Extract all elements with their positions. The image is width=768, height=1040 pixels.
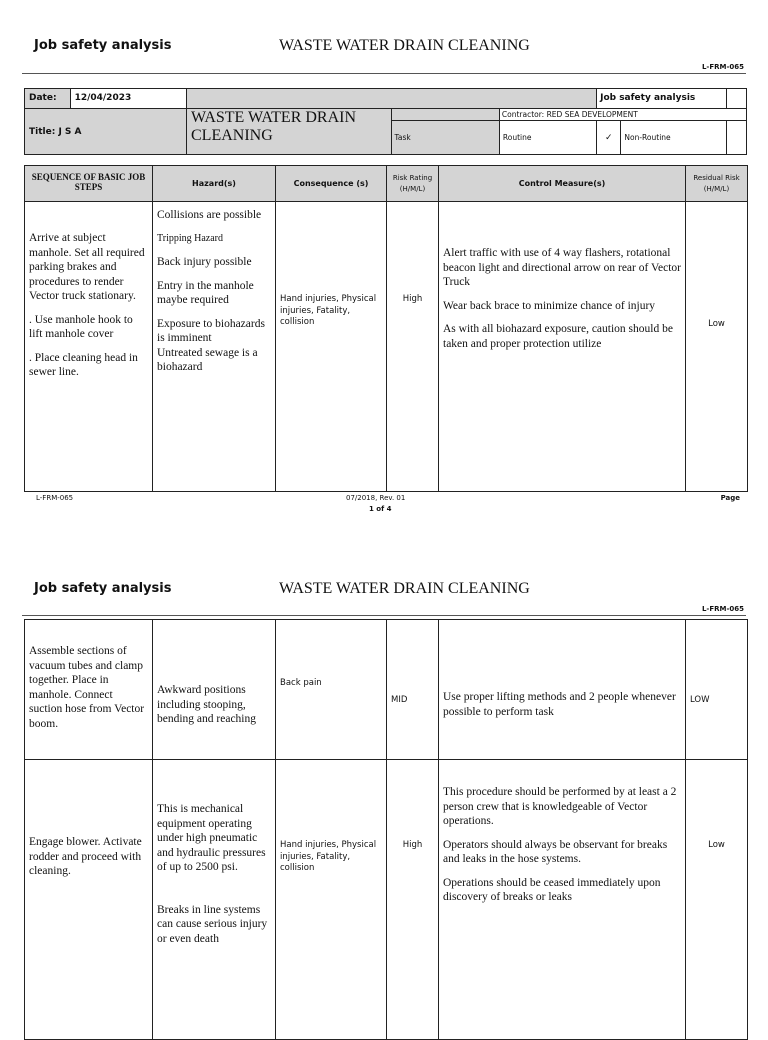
step-text: . Place cleaning head in sewer line. — [29, 351, 138, 378]
step-text: Engage blower. Activate rodder and proceed with cleaning. — [25, 760, 153, 1040]
risk-rating: MID — [387, 620, 439, 760]
consequence-text: Hand injuries, Physical injuries, Fatality, collision — [276, 202, 387, 492]
step-text: Assemble sections of vacuum tubes and clamp together. Place in manhole. Connect suction hose from Vector boom. — [25, 620, 153, 760]
title-value: WASTE WATER DRAIN CLEANING — [187, 109, 392, 155]
jsa-table-page2 — [24, 619, 748, 1040]
control-text: This procedure should be performed by at least a 2 person crew that is knowledgeable of Vector operations. — [443, 786, 677, 827]
info-table — [24, 88, 747, 155]
header-title-center: WASTE WATER DRAIN CLEANING — [279, 580, 530, 597]
table-row — [25, 202, 748, 492]
blank-cell — [187, 89, 597, 109]
hazard-text: Tripping Hazard — [157, 232, 224, 244]
residual-risk: Low — [686, 760, 748, 1040]
risk-rating: High — [387, 202, 439, 492]
hazard-text: Collisions are possible — [157, 209, 262, 221]
residual-risk: LOW — [686, 620, 748, 760]
footer-page-number: 1 of 4 — [369, 505, 392, 513]
consequence-text: Hand injuries, Physical injuries, Fatality, collision — [276, 760, 387, 1040]
jsa-table-page1 — [24, 165, 748, 492]
non-routine-checkbox[interactable] — [726, 121, 746, 155]
control-text: Operators should always be observant for breaks and leaks in the hose systems. — [443, 838, 668, 865]
title-label: Title: J S A — [25, 109, 187, 155]
residual-risk: Low — [686, 202, 748, 492]
control-text: Use proper lifting methods and 2 people whenever possible to perform task — [439, 620, 686, 760]
header-title-left: Job safety analysis — [34, 581, 172, 596]
col-header-risk: Risk Rating (H/M/L) — [387, 166, 439, 202]
table-row — [25, 760, 748, 1040]
jsa-label: Job safety analysis — [597, 89, 727, 109]
contractor: Contractor: RED SEA DEVELOPMENT — [499, 109, 746, 121]
step-text: . Use manhole hook to lift manhole cover — [29, 313, 133, 340]
footer-code: L-FRM-065 — [36, 494, 74, 502]
hazard-text: Breaks in line systems can cause serious injury or even death — [157, 903, 268, 945]
col-header-hazards: Hazard(s) — [153, 166, 276, 202]
hazard-text: Entry in the manhole maybe required — [157, 279, 254, 306]
header-title-left: Job safety analysis — [34, 38, 172, 53]
consequence-text: Back pain — [276, 620, 387, 760]
routine-checkbox[interactable]: ✓ — [597, 121, 621, 155]
form-code: L-FRM-065 — [701, 605, 744, 613]
col-header-control: Control Measure(s) — [439, 166, 686, 202]
hazard-text: Awkward positions including stooping, bending and reaching — [153, 620, 276, 760]
form-code: L-FRM-065 — [701, 63, 744, 71]
hazard-text: Back injury possible — [157, 256, 252, 268]
hazard-text: Untreated sewage is a biohazard — [157, 346, 258, 373]
footer-revision: 07/2018, Rev. 01 — [346, 494, 406, 502]
header-title-center: WASTE WATER DRAIN CLEANING — [279, 37, 530, 54]
blank-cell — [726, 89, 746, 109]
date-label: Date: — [25, 89, 71, 109]
col-header-residual: Residual Risk (H/M/L) — [686, 166, 748, 202]
control-text: Alert traffic with use of 4 way flashers, rotational beacon light and directional arrow on rear of Vector Truck — [443, 247, 681, 288]
control-text: Wear back brace to minimize chance of injury — [443, 299, 656, 312]
footer-page-label: Page — [720, 494, 740, 502]
step-text: Arrive at subject manhole. Set all required parking brakes and procedures to render Vector truck stationary. — [29, 232, 145, 302]
control-text: As with all biohazard exposure, caution should be taken and proper protection utilize — [443, 323, 673, 350]
hazard-text: Exposure to biohazards is imminent — [157, 317, 265, 344]
hazard-text: This is mechanical equipment operating under high pneumatic and hydraulic pressures of up to 2500 psi. — [157, 803, 266, 873]
control-text: Operations should be ceased immediately upon discovery of breaks or leaks — [443, 876, 661, 903]
col-header-consequence: Consequence (s) — [276, 166, 387, 202]
blank-cell — [391, 109, 499, 121]
task-label: Task — [391, 121, 499, 155]
table-row — [25, 620, 748, 760]
non-routine-label: Non-Routine — [621, 121, 726, 155]
col-header-steps: SEQUENCE OF BASIC JOB STEPS — [25, 166, 153, 202]
risk-rating: High — [387, 760, 439, 1040]
date-value: 12/04/2023 — [70, 89, 186, 109]
header-rule — [22, 615, 746, 616]
header-rule — [22, 73, 746, 74]
routine-label: Routine — [499, 121, 596, 155]
